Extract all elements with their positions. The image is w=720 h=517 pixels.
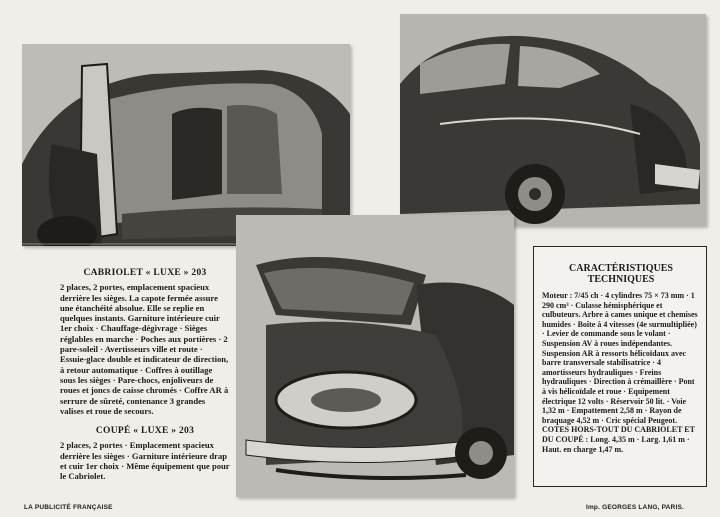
car-rear-illustration	[400, 14, 706, 226]
car-trunk-drawing	[236, 215, 514, 497]
description-column	[60, 268, 230, 492]
footer-publisher: LA PUBLICITÉ FRANÇAISE	[24, 504, 113, 511]
specs-title-line-1: CARACTÉRISTIQUES	[569, 263, 673, 274]
specs-title-line-2: TECHNIQUES	[587, 274, 655, 285]
coupe-description: 2 places, 2 portes · Emplacement spacieux derrière les sièges · Garniture intérieure drap et cuir 1er choix · Même équipement que pour le Cabriolet.	[60, 440, 230, 482]
footer-printer: Imp. GEORGES LANG, PARIS.	[585, 504, 684, 511]
car-trunk-illustration	[236, 215, 514, 497]
cabriolet-heading: CABRIOLET « LUXE » 203	[83, 268, 207, 278]
car-rear-drawing	[400, 14, 706, 226]
technical-specs-box	[533, 246, 707, 487]
specs-text: Moteur : 7/45 ch · 4 cylindres 75 × 73 mm · 1 290 cm³ · Culasse hémisphérique et culbuteurs. Arbre à cames unique et chemises humides · Boîte à 4 vitesses (4e surmultipliée) · Levier de commande sous le volant · Suspension AV à roues indépendantes. Suspension AR à ressorts hélicoïdaux avec barre transversale stabilisatrice · 4 amortisseurs hydrauliques · Freins hydrauliques · Direction à crémaillère · Pont à vis hélicoïdale et roue · Equipement électrique 12 volts · Réservoir 50 lit. · Voie 1,32 m · Empattement 2,58 m · Rayon de braquage 4,52 m · Cric spécial Peugeot. COTES HORS-TOUT DU CABRIOLET ET DU COUPÉ : Long. 4,35 m · Larg. 1,61 m · Haut. en charge 1,47 m.	[542, 291, 698, 454]
cabriolet-description: 2 places, 2 portes, emplacement spacieux derrière les sièges. La capote fermée assure une étanchéité absolue. Elle se replie en quelques instants. Garniture intérieure cuir 1er choix · Chauffage-dégivrage · Sièges réglables en marche · Poches aux portières · 2 pare-soleil · Avertisseurs ville et route · Essuie-glace double et indicateur de direction, à retour automatique · Coffres à outillage sous les sièges · Pare-chocs, enjoliveurs de roues et joncs de caisse chromés · Coffre AR à serrure de sûreté, contenance 3 grandes valises et roue de secours.	[60, 282, 229, 416]
coupe-heading: COUPÉ « LUXE » 203	[95, 426, 195, 437]
specs-title	[542, 263, 700, 285]
